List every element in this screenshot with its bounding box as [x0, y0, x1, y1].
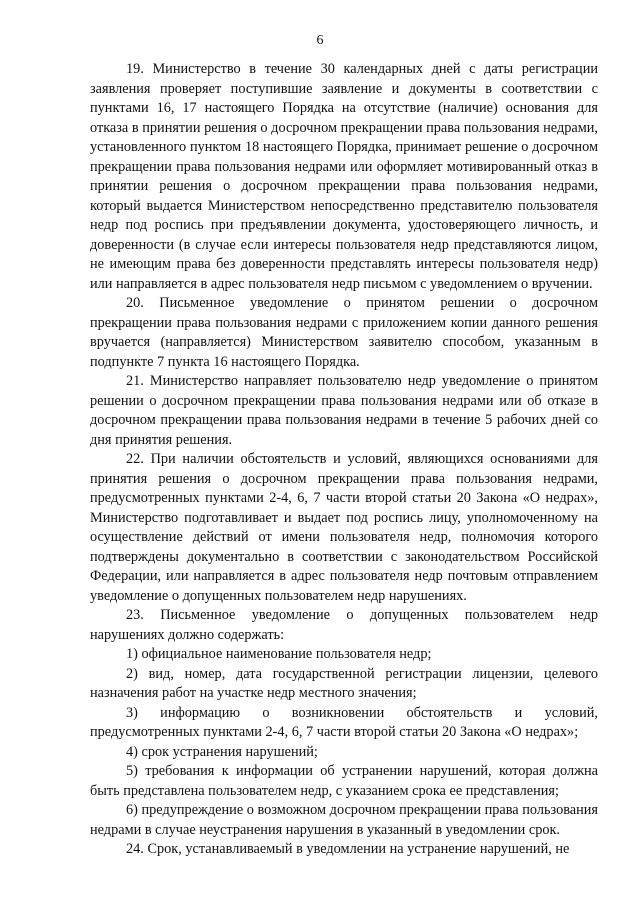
- list-item-4: 4) срок устранения нарушений;: [126, 743, 318, 760]
- page-number: 6: [316, 33, 324, 48]
- paragraph-23: 23. Письменное уведомление о допущенных пользователем недр нарушениях должно содержать:: [90, 607, 598, 643]
- list-item-3: 3) информацию о возникновении обстоятельств и условий, предусмотренных пунктами 2-4, 6, 7 части второй статьи 20 Закона «О недрах»;: [90, 704, 598, 740]
- list-item-6: 6) предупреждение о возможном досрочном прекращении права пользования недрами в случае неустранения нарушения в указанный в уведомлении срок.: [90, 802, 598, 838]
- list-item-2: 2) вид, номер, дата государственной регистрации лицензии, целевого назначения работ на участке недр местного значения;: [90, 665, 598, 701]
- paragraph-22: 22. При наличии обстоятельств и условий, являющихся основаниями для принятия решения о досрочном прекращении права пользования недрами, предусмотренных пунктами 2-4, 6, 7 части второй статьи 20 Закона «О недрах», Министерство подготавливает и выдает под роспись лицу, уполномоченному на осуществление действий от имени пользователя недр, полномочия которого подтверждены документально в соответствии с законодательством Российской Федерации, или направляется в адрес пользователя недр почтовым отправлением уведомление о допущенных пользователем недр нарушениях.: [90, 451, 598, 604]
- document-body: [90, 60, 598, 860]
- paragraph-24: 24. Срок, устанавливаемый в уведомлении на устранение нарушений, не: [126, 841, 570, 857]
- list-item-5: 5) требования к информации об устранении нарушений, которая должна быть представлена пользователем недр, с указанием срока ее представления;: [90, 763, 598, 799]
- list-item-1: 1) официальное наименование пользователя недр;: [126, 646, 432, 662]
- paragraph-19: 19. Министерство в течение 30 календарных дней с даты регистрации заявления проверяет поступившие заявление и документы в соответствии с пунктами 16, 17 настоящего Порядка на отсутствие (наличие) основания для отказа в принятии решения о досрочном прекращении права пользования недрами, установленного пунктом 18 настоящего Порядка, принимает решение о досрочном прекращении права пользования недрами или оформляет мотивированный отказ в принятии решения о досрочном прекращении права пользования недрами, который выдается Министерством непосредственно представителю пользователя недр под роспись при предъявлении документа, удостоверяющего личность, и доверенности (в случае если интересы пользователя недр представляются лицом, не имеющим права без доверенности представлять интересы пользователя недр) или направляется в адрес пользователя недр письмом с уведомлением о вручении.: [90, 61, 598, 292]
- paragraph-21: 21. Министерство направляет пользователю недр уведомление о принятом решении о досрочном прекращении права пользования недрами или об отказе в досрочном прекращении права пользования недрами в течение 5 рабочих дней со дня принятия решения.: [90, 373, 598, 448]
- paragraph-20: 20. Письменное уведомление о принятом решении о досрочном прекращении права пользования недрами с приложением копии данного решения вручается (направляется) Министерством заявителю способом, указанным в подпункте 7 пункта 16 настоящего Порядка.: [90, 295, 598, 370]
